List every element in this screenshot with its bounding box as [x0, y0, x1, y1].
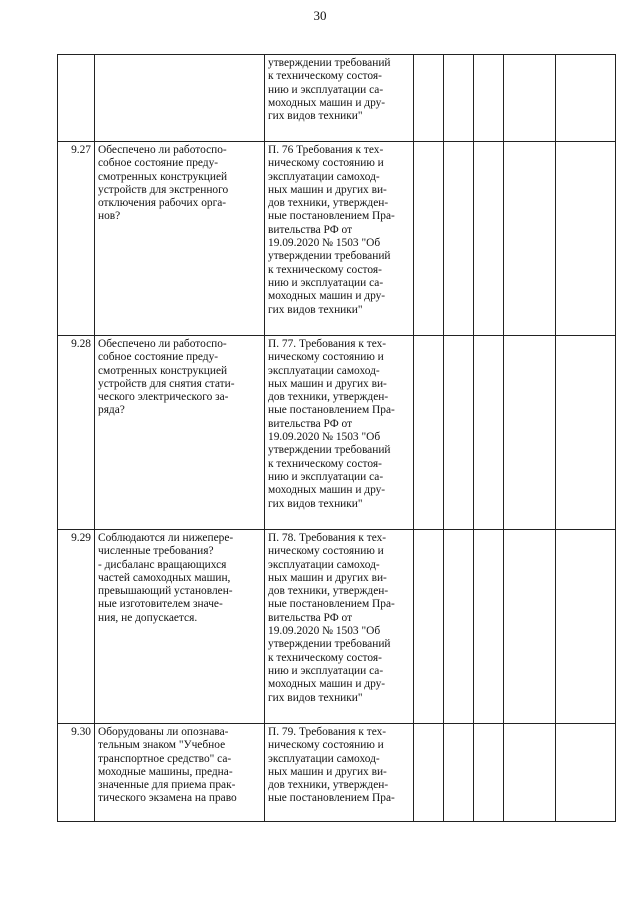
- answer-extra-cell[interactable]: [504, 530, 556, 724]
- requirement-cell: П. 79. Требования к тех- ническому состоянию и эксплуатации самоход- ных машин и других ви- дов техники, утвержден- ные постановлением Пра-: [265, 724, 414, 822]
- table-row: [58, 530, 616, 724]
- item-number: 9.27: [58, 142, 95, 336]
- note-cell[interactable]: [556, 530, 616, 724]
- note-cell[interactable]: [556, 724, 616, 822]
- question-cell: Оборудованы ли опознава- тельным знаком "Учебное транспортное средство" са- моходные машины, предна- значенные для приема прак- тического экзамена на право: [95, 724, 265, 822]
- question-cell: Соблюдаются ли нижеперe- численные требования? - дисбаланс вращающихся частей самоходных машин, превышающий установлен- ные изготовителем значе- ния, не допускается.: [95, 530, 265, 724]
- answer-yes-cell[interactable]: [414, 336, 444, 530]
- requirement-cell: утверждении требований к техническому состоя- нию и эксплуатации са- моходных машин и дру- гих видов техники": [265, 55, 414, 142]
- requirement-cell: П. 76 Требования к тех- ническому состоянию и эксплуатации самоход- ных машин и других ви- дов техники, утвержден- ные постановлением Пра- вительства РФ от 19.09.2020 № 1503 "Об утверждении требований к техническому состоя- нию и эксплуатации са- моходных машин и дру- гих видов техники": [265, 142, 414, 336]
- answer-na-cell[interactable]: [474, 142, 504, 336]
- answer-na-cell[interactable]: [474, 336, 504, 530]
- answer-yes-cell[interactable]: [414, 55, 444, 142]
- answer-no-cell[interactable]: [444, 336, 474, 530]
- answer-yes-cell[interactable]: [414, 530, 444, 724]
- answer-no-cell[interactable]: [444, 724, 474, 822]
- answer-na-cell[interactable]: [474, 55, 504, 142]
- note-cell[interactable]: [556, 142, 616, 336]
- answer-extra-cell[interactable]: [504, 142, 556, 336]
- table-row: [58, 336, 616, 530]
- item-number: 9.30: [58, 724, 95, 822]
- note-cell[interactable]: [556, 55, 616, 142]
- item-number: 9.28: [58, 336, 95, 530]
- note-cell[interactable]: [556, 336, 616, 530]
- answer-extra-cell[interactable]: [504, 55, 556, 142]
- answer-extra-cell[interactable]: [504, 724, 556, 822]
- answer-yes-cell[interactable]: [414, 142, 444, 336]
- question-cell: [95, 55, 265, 142]
- answer-yes-cell[interactable]: [414, 724, 444, 822]
- answer-no-cell[interactable]: [444, 530, 474, 724]
- table-row: [58, 142, 616, 336]
- table-row: [58, 724, 616, 822]
- question-cell: Обеспечено ли работоспо- собное состояние преду- смотренных конструкцией устройств для экстренного отключения рабочих орга- нов?: [95, 142, 265, 336]
- answer-no-cell[interactable]: [444, 55, 474, 142]
- answer-na-cell[interactable]: [474, 724, 504, 822]
- item-number: [58, 55, 95, 142]
- checklist-table: [57, 54, 616, 822]
- table-row: [58, 55, 616, 142]
- answer-extra-cell[interactable]: [504, 336, 556, 530]
- requirement-cell: П. 78. Требования к тех- ническому состоянию и эксплуатации самоход- ных машин и других ви- дов техники, утвержден- ные постановлением Пра- вительства РФ от 19.09.2020 № 1503 "Об утверждении требований к техническому состоя- нию и эксплуатации са- моходных машин и дру- гих видов техники": [265, 530, 414, 724]
- answer-na-cell[interactable]: [474, 530, 504, 724]
- page-number: 30: [313, 8, 327, 23]
- question-cell: Обеспечено ли работоспо- собное состояние преду- смотренных конструкцией устройств для снятия стати- ческого электрического за- ряда?: [95, 336, 265, 530]
- item-number: 9.29: [58, 530, 95, 724]
- requirement-cell: П. 77. Требования к тех- ническому состоянию и эксплуатации самоход- ных машин и других ви- дов техники, утвержден- ные постановлением Пра- вительства РФ от 19.09.2020 № 1503 "Об утверждении требований к техническому состоя- нию и эксплуатации са- моходных машин и дру- гих видов техники": [265, 336, 414, 530]
- answer-no-cell[interactable]: [444, 142, 474, 336]
